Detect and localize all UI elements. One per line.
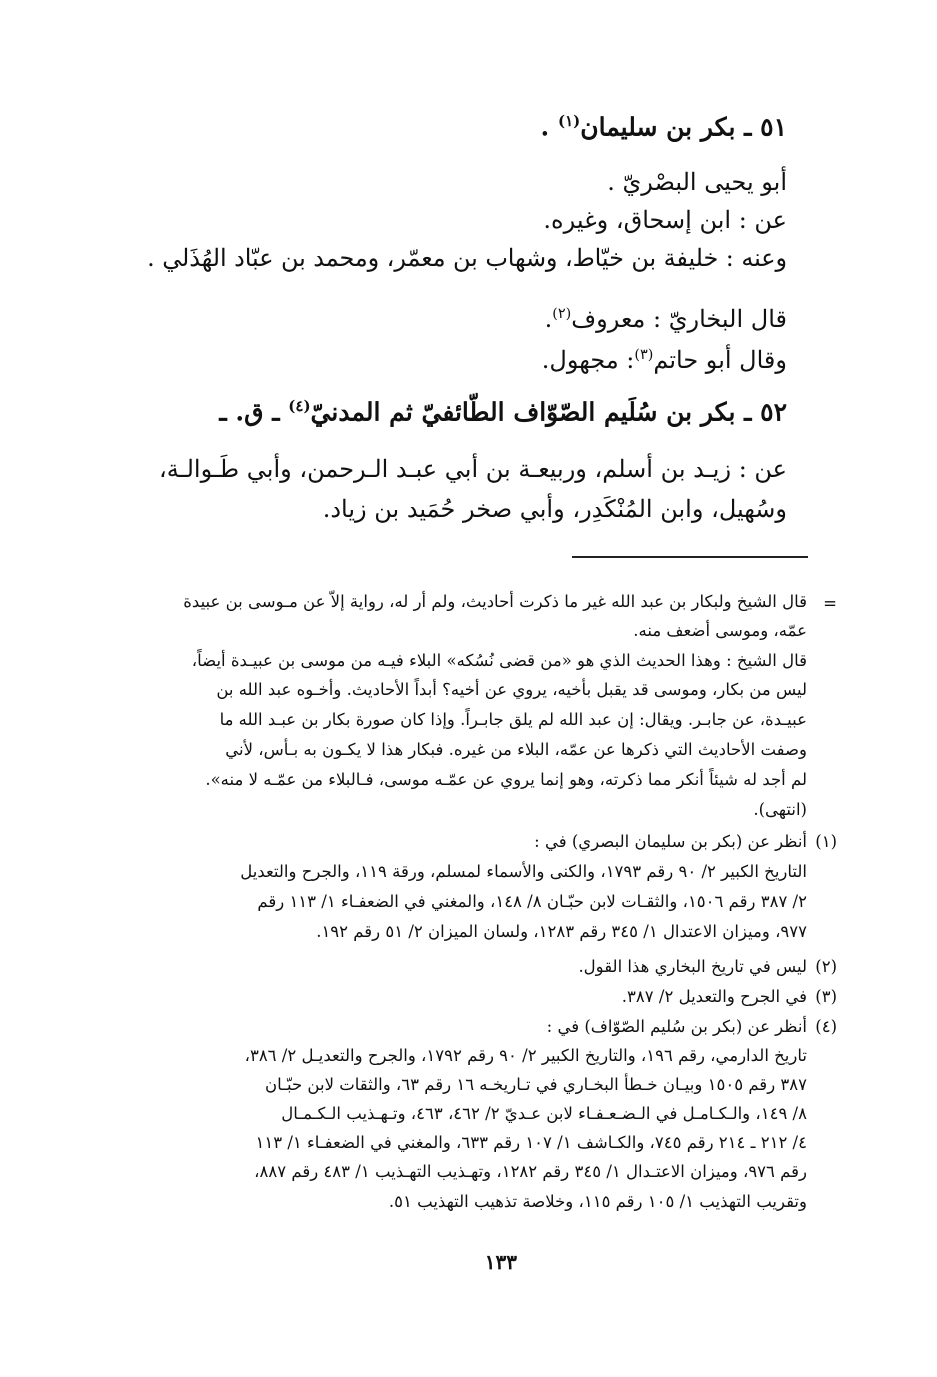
entry-52-from-line-2: وسُهيل، وابن المُنْكَدِر، وأبي صخر حُمَيد بن زياد. [322,495,787,523]
footnote-continuation-line: وصفت الأحاديث التي ذكرها عن عمّه، البلاء من غيره. فبكار هذا لا يكـون به بـأس، لأني [225,740,807,759]
entry-51-heading [541,112,787,141]
entry-52-heading [219,397,787,426]
footnote-continuation-line: (انتهى). [753,800,807,819]
footnote-4-line: تاريخ الدارمي، رقم ١٩٦، والتاريخ الكبير ٢/ ٩٠ رقم ١٧٩٢، والجرح والتعديـل ٢/ ٣٨٦، [244,1046,807,1065]
entry-51-bukhari [545,305,787,333]
footnote-1-line: التاريخ الكبير ٢/ ٩٠ رقم ١٧٩٣، والكنى والأسماء لمسلم، ورقة ١١٩، والجرح والتعديل [240,862,807,881]
footnote-continuation-line: عبيـدة، عن جابـر. ويقال: إن عبد الله لم يلق جابـراً. وإذا كان صورة بكار بن عبـد الله ما [219,710,807,729]
footnote-4-line: وتقريب التهذيب ١/ ١٠٥ رقم ١١٥، وخلاصة تذهيب التهذيب ٥١. [388,1192,807,1211]
bukhari-end: . [544,305,553,333]
footnote-3-text: في الجرح والتعديل ٢/ ٣٨٧. [621,987,807,1006]
entry-51-heading-end: . [540,112,558,142]
footnote-continuation-line: عمّه، وموسى أضعف منه. [633,621,807,640]
bukhari-text: قال البخاريّ : معروف [571,305,787,333]
footnote-continuation-line: قال الشيخ ولبكار بن عبد الله غير ما ذكرت أحاديث، ولم أر له، رواية إلاّ عن مـوسى بن عبيدة [183,592,807,611]
abu-hatim-text: وقال أبو حاتم [653,346,787,374]
entry-52-from-line-1: عن : زيـد بن أسلم، وربيعـة بن أبي عبـد الـرحمن، وأبي طَـوالـة، [158,455,787,483]
footnote-ref-2[interactable]: (٢) [552,306,572,322]
footnote-4-line: أنظر عن (بكر بن سُليم الصّوّاف) في : [546,1017,807,1036]
footnote-ref-1[interactable]: (١) [557,112,581,130]
footnote-continuation-line: لم أجد له شيئاً أنكر مما ذكرته، وهو إنما يروي عن عمّـه موسى، فـالبلاء من عمّـه لا منه». [205,770,807,789]
footnote-1-line: أنظر عن (بكر بن سليمان البصري) في : [534,832,807,851]
abu-hatim-end: : مجهول. [541,346,635,374]
entry-51-from: عن : ابن إسحاق، وغيره. [543,206,787,234]
footnote-1-line: ٩٧٧، وميزان الاعتدال ١/ ٣٤٥ رقم ١٢٨٣، ولسان الميزان ٢/ ٥١ رقم ١٩٢. [316,922,807,941]
footnote-continuation-line: قال الشيخ : وهذا الحديث الذي هو «من قضى نُسُكه» البلاء فيـه من موسى بن عبيـدة أيضاً، [191,651,807,670]
footnote-3-marker: (٣) [815,987,837,1006]
entry-51-kunya: أبو يحيى البصْريّ . [607,168,787,196]
entry-51-narrators: وعنه : خليفة بن خيّاط، وشهاب بن معمّر، ومحمد بن عبّاد الهُذَلي . [147,244,787,272]
footnote-4-line: ٣٨٧ رقم ١٥٠٥ وبيـان خـطأ البخـاري في تـاريخـه ١٦ رقم ٦٣، والثقات لابن حبّـان [265,1075,807,1094]
footnote-4-marker: (٤) [815,1017,837,1036]
footnote-4-line: ٨/ ١٤٩، والـكـامـل في الـضـعـفـاء لابن عـديّ ٢/ ٤٦٢، ٤٦٣، وتـهـذيب الـكـمـال [281,1104,807,1123]
footnote-4-line: رقم ٩٧٦، وميزان الاعتـدال ١/ ٣٤٥ رقم ١٢٨٢، وتهـذيب التهـذيب ١/ ٤٨٣ رقم ٨٨٧، [254,1162,807,1181]
footnote-divider [572,556,808,558]
footnote-ref-3[interactable]: (٣) [634,347,654,363]
entry-52-title: ٥٢ ـ بكر بن سُلَيم الصّوّاف الطّائفيّ ثم المدنيّ [310,397,787,427]
footnote-2-marker: (٢) [815,957,837,976]
footnote-ref-4[interactable]: (٤) [288,397,311,415]
footnote-continuation-marker: = [823,594,837,613]
footnote-4-line: ٤/ ٢١٢ ـ ٢١٤ رقم ٧٤٥، والكـاشف ١/ ١٠٧ رقم ٦٣٣، والمغني في الضعفـاء ١/ ١١٣ [255,1133,807,1152]
entry-52-heading-end: ـ ق. ـ [219,397,289,427]
footnote-1-line: ٢/ ٣٨٧ رقم ١٥٠٦، والثقـات لابن حبّـان ٨/ ١٤٨، والمغني في الضعفـاء ١/ ١١٣ رقم [257,892,807,911]
page-number: ١٣٣ [484,1250,517,1274]
entry-51-title: ٥١ ـ بكر بن سليمان [580,112,787,142]
footnote-1-marker: (١) [815,832,837,851]
footnote-continuation-line: ليس من بكار، وموسى قد يقبل بأخيه، يروي عن أخيه؟ أبداً الأحاديث. وأخـوه عبد الله بن [216,680,807,699]
entry-51-abu-hatim [542,346,787,374]
footnote-2-text: ليس في تاريخ البخاري هذا القول. [578,957,807,976]
